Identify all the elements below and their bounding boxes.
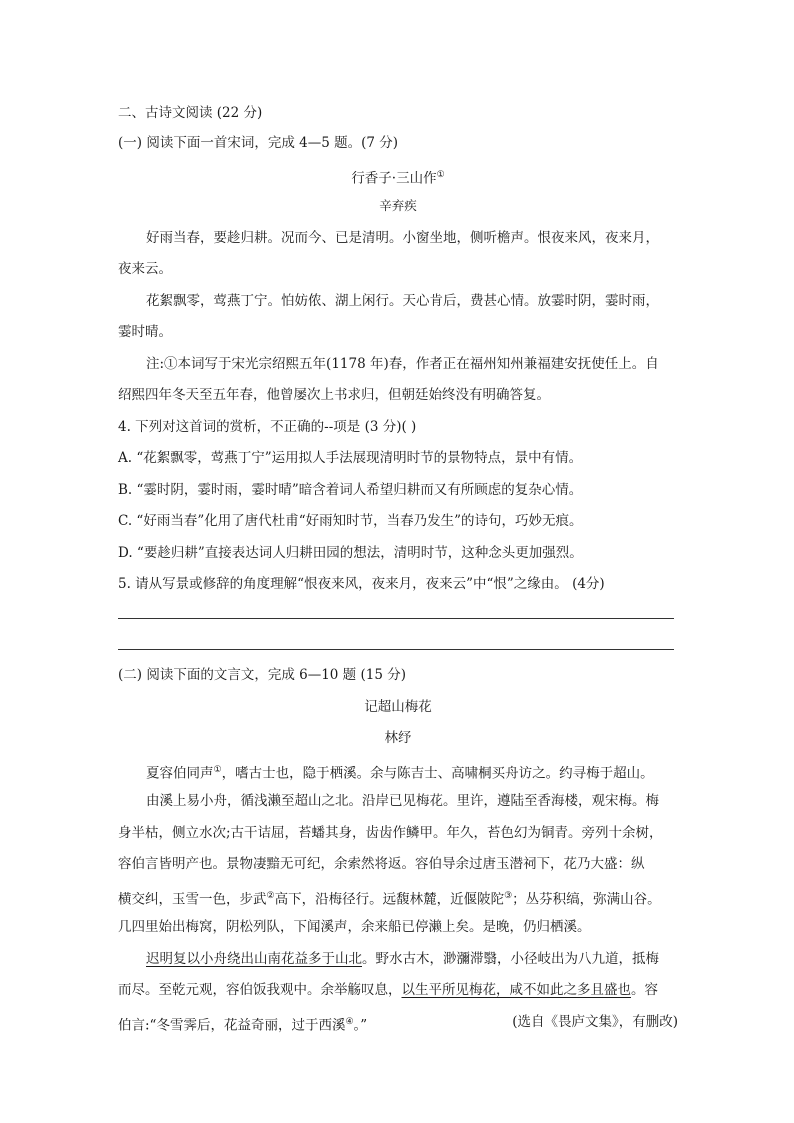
essay-p2-line4	[118, 887, 678, 909]
poem-stanza1-line1: 好雨当春，要趁归耕。况而今、已是清明。小窗坐地，侧听檐声。恨夜来风，夜来月，	[146, 230, 659, 246]
question-4-option-d: D. “要趁归耕”直接表达词人归耕田园的想法，清明时节，这种念头更加强烈。	[118, 545, 583, 561]
poem-stanza2-line2: 霎时晴。	[118, 324, 172, 340]
essay-note-marker-3: ③	[504, 891, 513, 901]
essay-p2-line3: 容伯言皆明产也。景物凄黯无可纪，余索然将返。容伯导余过唐玉潜祠下，花乃大盛：纵	[118, 856, 645, 872]
essay-p3-line1	[146, 950, 678, 968]
essay-underlined-sentence-1: 迟明复以小舟绕出山南花益多于山北	[146, 951, 362, 967]
section-title: 二、古诗文阅读 (22 分)	[118, 105, 263, 121]
essay-source: (选自《畏庐文集》，有删改)	[512, 1014, 678, 1030]
poem-note-line2: 绍熙四年冬天至五年春，他曾屡次上书求归，但朝廷始终没有明确答复。	[118, 387, 550, 403]
question-4: 4. 下列对这首词的赏析，不正确的--项是 (3 分)( )	[118, 419, 417, 435]
essay-p2-line4-a: 横交纠，玉雪一色，步武	[118, 891, 267, 908]
essay-note-marker-2: ②	[266, 891, 275, 901]
essay-p3-line1-b: 。野水古木，渺瀰滞翳，小径岐出为八九道，抵梅	[362, 951, 659, 967]
essay-note-marker-1: ①	[213, 765, 222, 775]
poem-author: 辛弃疾	[379, 198, 417, 213]
poem-stanza2-line1: 花絮飘零，莺燕丁宁。怕妨侬、湖上闲行。天心肯后，费甚心情。放霎时阴，霎时雨，	[146, 293, 659, 309]
essay-author: 林纾	[384, 730, 412, 746]
poem-note-line1: 注:①本词写于宋光宗绍熙五年(1178 年)春，作者正在福州知州兼福建安抚使任上。自	[146, 356, 659, 372]
question-4-option-a: A. “花絮飘零，莺燕丁宁”运用拟人手法展现清明时节的景物特点，景中有情。	[118, 450, 583, 466]
essay-p2-line1: 由溪上易小舟，循浅濑至超山之北。沿岸已见梅花。里许，遵陆至香海楼，观宋梅。梅	[146, 793, 659, 809]
essay-p3-line3-b: 。”	[353, 1017, 368, 1034]
essay-p2-line5: 几四里始出梅窝，阴松列队，下闻溪声，余来船已停濑上矣。是晚，仍归栖溪。	[118, 919, 591, 935]
question-5: 5. 请从写景或修辞的角度理解“恨夜来风，夜来月，夜来云”中“恨”之缘由。 (4分)	[118, 576, 605, 592]
essay-title: 记超山梅花	[364, 699, 432, 715]
essay-p3-line3-a: 伯言:“冬雪霁后，花益奇丽，过于西溪	[118, 1017, 346, 1034]
essay-p1-b: ，嗜古士也，隐于栖溪。余与陈吉士、高啸桐买舟访之。约寻梅于超山。	[221, 765, 654, 782]
answer-line-2[interactable]	[118, 649, 674, 650]
part1-instruction: (一) 阅读下面一首宋词，完成 4—5 题。(7 分)	[118, 135, 398, 151]
poem-title-text: 行香子·三山作	[351, 170, 437, 187]
question-4-option-c: C. “好雨当春”化用了唐代杜甫“好雨知时节，当春乃发生”的诗句，巧妙无痕。	[118, 513, 583, 529]
poem-note-marker: ①	[436, 170, 445, 180]
question-4-option-b: B. “霎时阴，霎时雨，霎时晴”暗含着词人希望归耕而又有所顾虑的复杂心情。	[118, 482, 583, 498]
essay-p3-line2-a: 而尽。至乾元观，容伯饭我观中。余举觞叹息，	[118, 982, 402, 998]
essay-p2-line4-b: 高下，沿梅径行。远馥林麓，近偃陂陀	[274, 891, 505, 908]
essay-p2-line4-c: ；丛芬积缟，弥满山谷。	[512, 891, 661, 908]
essay-p3-line2	[118, 981, 678, 999]
essay-note-marker-4: ④	[345, 1017, 354, 1027]
answer-line-1[interactable]	[118, 618, 674, 619]
essay-p2-line2: 身半枯，侧立水次;古干诘屈，苔蟠其身，齿齿作鳞甲。年久，苔色幻为铜青。旁列十余树，	[118, 825, 663, 841]
poem-title	[118, 166, 678, 188]
essay-underlined-sentence-2: 以生平所见梅花，咸不如此之多且盛也	[401, 982, 631, 998]
essay-p3-line2-c: 。容	[631, 982, 658, 998]
poem-stanza1-line2: 夜来云。	[118, 261, 172, 277]
part2-instruction: (二) 阅读下面的文言文，完成 6—10 题 (15 分)	[118, 667, 406, 683]
essay-p1	[146, 761, 678, 783]
essay-p1-a: 夏容伯同声	[146, 765, 214, 782]
